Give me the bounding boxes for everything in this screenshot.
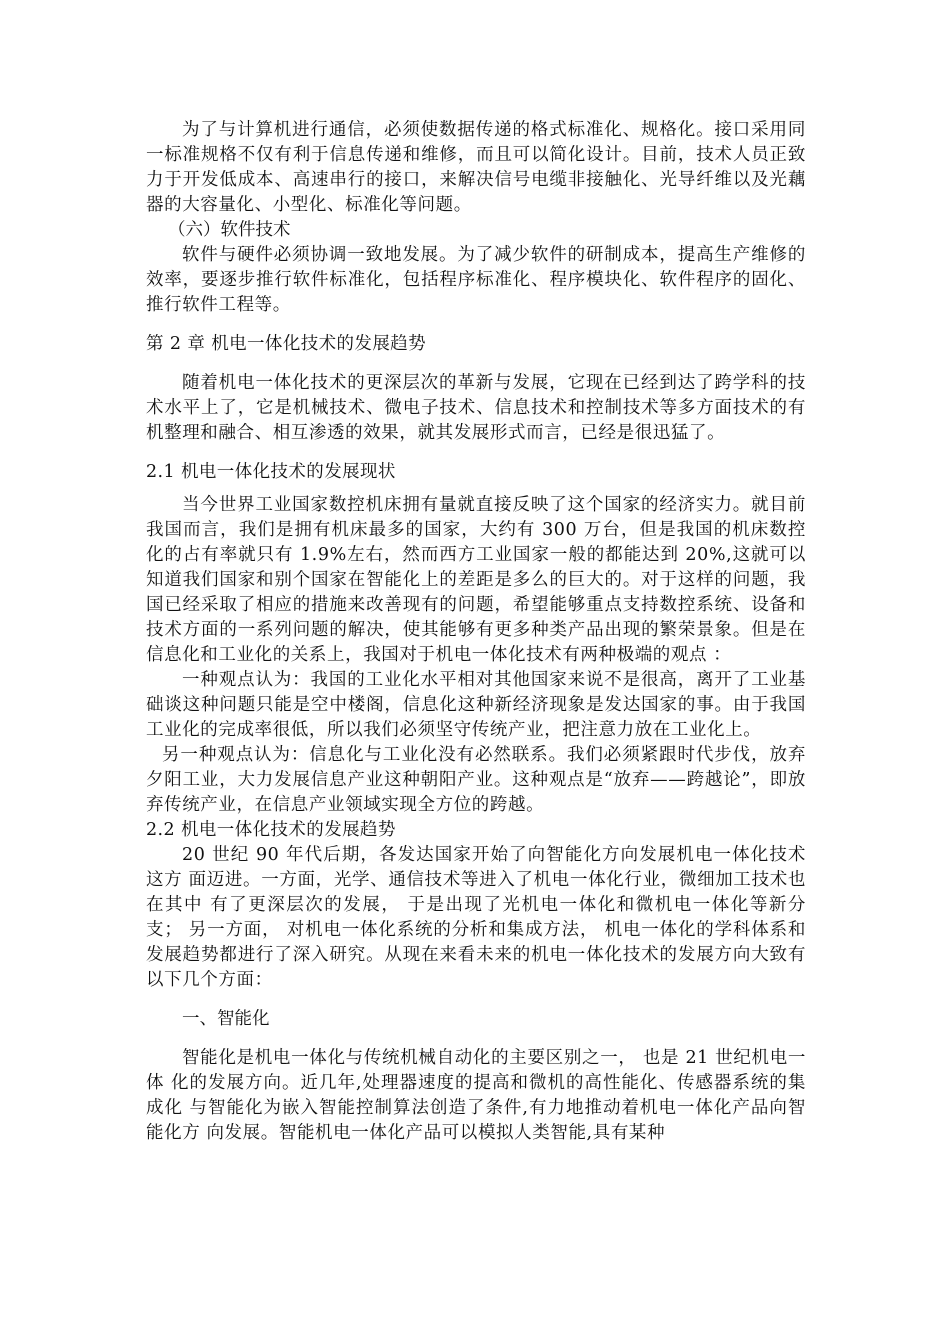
section-2-1-heading: 2.1 机电一体化技术的发展现状 <box>146 462 396 482</box>
paragraph-view-two: 另一种观点认为：信息化与工业化没有必然联系。我们必须紧跟时代步伐，放弃夕阳工业，大力发展信息产业这种朝阳产业。这种观点是“放弃——跨越论”，即放弃传统产业，在信息产业领域实现全方位的跨越。 <box>146 745 806 815</box>
subheading-software: （六）软件技术 <box>168 220 291 240</box>
paragraph-view-one: 一种观点认为：我国的工业化水平相对其他国家来说不是很高，离开了工业基础谈这种问题只能是空中楼阁，信息化这种新经济现象是发达国家的事。由于我国工业化的完成率很低，所以我们必须坚守传统产业，把注意力放在工业化上。 <box>146 670 806 740</box>
document-page <box>146 118 806 1146</box>
paragraph-cnc-status: 当今世界工业国家数控机床拥有量就直接反映了这个国家的经济实力。就目前我国而言，我们是拥有机床最多的国家，大约有 300 万台，但是我国的机床数控化的占有率就只有 1.9%左右，然而西方工业国家一般的都能达到 20%,这就可以知道我们国家和别个国家在智能化上的差距是多么的巨大的。对于这样的问题，我国已经采取了相应的措施来改善现有的问题，希望能够重点支持数控系统、设备和技术方面的一系列问题的解决，使其能够有更多种类产品出现的繁荣景象。但是在信息化和工业化的关系上，我国对于机电一体化技术有两种极端的观点 ： <box>146 495 806 665</box>
chapter-2-heading: 第 2 章 机电一体化技术的发展趋势 <box>146 334 427 354</box>
paragraph-intelligent: 智能化是机电一体化与传统机械自动化的主要区别之一， 也是 21 世纪机电一体 化的发展方向。近几年,处理器速度的提高和微机的高性能化、传感器系统的集成化 与智能化为嵌入智能控制算法创造了条件,有力地推动着机电一体化产品向智能化方 向发展。智能机电一体化产品可以模拟人类智能,具有某种 <box>146 1048 806 1143</box>
paragraph-software: 软件与硬件必须协调一致地发展。为了减少软件的研制成本，提高生产维修的效率，要逐步推行软件标准化，包括程序标准化、程序模块化、软件程序的固化、推行软件工程等。 <box>146 245 806 315</box>
paragraph-interface: 为了与计算机进行通信，必须使数据传递的格式标准化、规格化。接口采用同一标准规格不仅有利于信息传递和维修，而且可以简化设计。目前，技术人员正致力于开发低成本、高速串行的接口，来解决信号电缆非接触化、光导纤维以及光藕器的大容量化、小型化、标准化等问题。 <box>146 120 806 215</box>
paragraph-development: 随着机电一体化技术的更深层次的革新与发展，它现在已经到达了跨学科的技术水平上了，它是机械技术、微电子技术、信息技术和控制技术等多方面技术的有机整理和融合、相互渗透的效果，就其发展形式而言，已经是很迅猛了。 <box>146 373 806 443</box>
subheading-intelligent: 一、智能化 <box>182 1009 270 1029</box>
section-2-2-heading: 2.2 机电一体化技术的发展趋势 <box>146 820 396 840</box>
paragraph-trends: 20 世纪 90 年代后期，各发达国家开始了向智能化方向发展机电一体化技术这方 面迈进。一方面，光学、通信技术等进入了机电一体化行业，微细加工技术也在其中 有了更深层次的发展， 于是出现了光机电一体化和微机电一体化等新分支； 另一方面， 对机电一体化系统的分析和集成方法， 机电一体化的学科体系和发展趋势都进行了深入研究。从现在来看未来的机电一体化技术的发展方向大致有以下几个方面： <box>146 845 806 990</box>
